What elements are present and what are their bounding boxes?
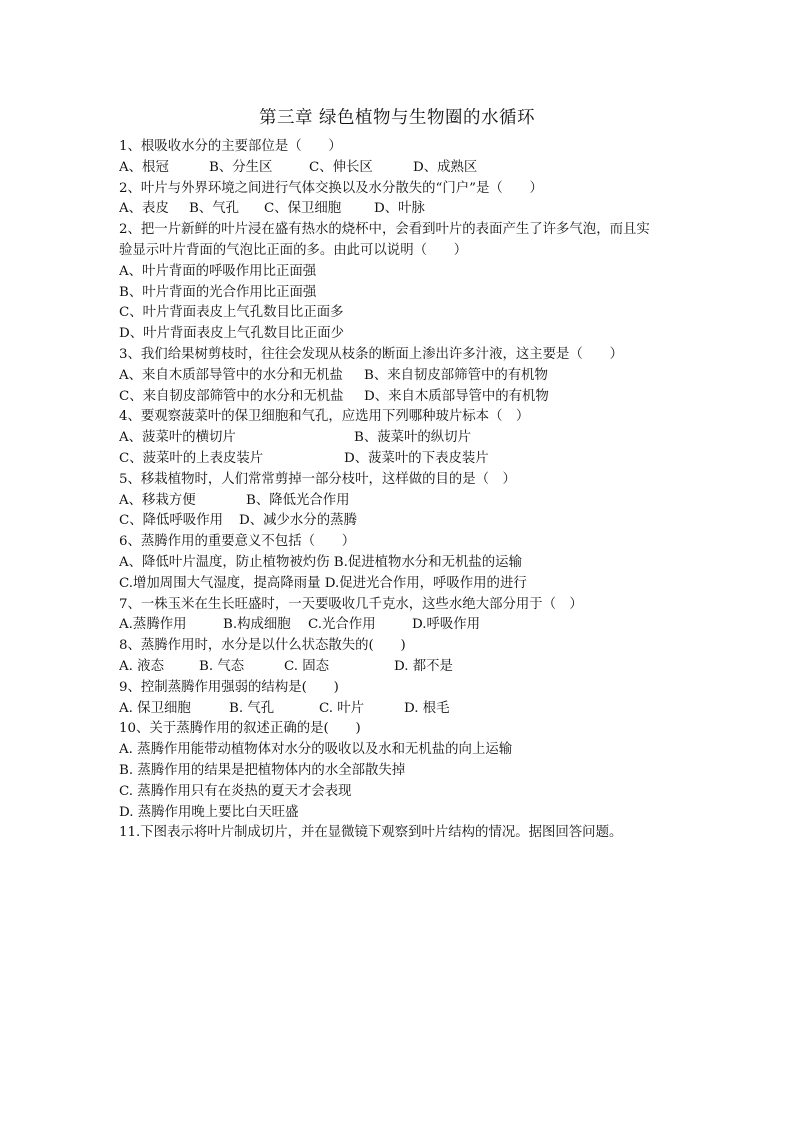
question-10-stem: 10、关于蒸腾作用的叙述正确的是( ): [119, 721, 361, 737]
question-5-stem: 5、移栽植物时，人们常常剪掉一部分枝叶，这样做的目的是（ ）: [119, 471, 516, 487]
question-9-option-d: D. 根毛: [404, 700, 450, 716]
question-list: [119, 137, 689, 844]
question-2-option-b: B、气孔: [189, 201, 240, 217]
question-4-option-a: A、菠菜叶的横切片: [119, 430, 236, 446]
question-2-stem: 2、叶片与外界环境之间进行气体交换以及水分散失的“门户”是（ ）: [119, 180, 543, 196]
question-4-option-b: B、菠菜叶的纵切片: [354, 430, 471, 446]
question-8-option-d: D. 都不是: [394, 658, 453, 674]
question-2b-option-b: B、叶片背面的光合作用比正面强: [119, 284, 317, 300]
question-6-options-line-2: C.增加周围大气湿度，提高降雨量 D.促进光合作用，呼吸作用的进行: [119, 575, 527, 591]
question-10-option-c: C. 蒸腾作用只有在炎热的夏天才会表现: [119, 783, 352, 799]
question-5-option-a: A、移栽方便: [119, 492, 196, 508]
question-10-option-b: B. 蒸腾作用的结果是把植物体内的水全部散失掉: [119, 762, 406, 778]
question-8-option-a: A. 液态: [119, 658, 164, 674]
question-9-option-c: C. 叶片: [319, 700, 365, 716]
question-3-option-c: C、来自韧皮部筛管中的水分和无机盐: [119, 388, 344, 404]
question-4-options-row-2: [119, 449, 689, 470]
question-7-stem: 7、一株玉米在生长旺盛时，一天要吸收几千克水，这些水绝大部分用于（ ）: [119, 596, 583, 612]
question-2b-stem-line-2: 验显示叶片背面的气泡比正面的多。由此可以说明（ ）: [119, 242, 468, 258]
question-9-stem: 9、控制蒸腾作用强弱的结构是( ): [119, 679, 339, 695]
question-5-option-c: C、降低呼吸作用: [119, 513, 223, 529]
question-3-option-b: B、来自韧皮部筛管中的有机物: [364, 367, 548, 383]
question-8-option-b: B. 气态: [199, 658, 245, 674]
question-11-stem: 11.下图表示将叶片制成切片，并在显微镜下观察到叶片结构的情况。据图回答问题。: [119, 825, 623, 841]
question-9-option-b: B. 气孔: [229, 700, 275, 716]
question-8-option-c: C. 固态: [284, 658, 330, 674]
question-1-options: [119, 158, 689, 179]
question-6-stem: 6、蒸腾作用的重要意义不包括（ ）: [119, 534, 356, 550]
question-2b-option-c: C、叶片背面表皮上气孔数目比正面多: [119, 305, 344, 321]
question-7-options: [119, 615, 689, 636]
question-10-option-d: D. 蒸腾作用晚上要比白天旺盛: [119, 804, 299, 820]
question-3-option-d: D、来自木质部导管中的有机物: [364, 388, 549, 404]
question-6-options-line-1: A、降低叶片温度，防止植物被灼伤 B.促进植物水分和无机盐的运输: [119, 554, 522, 570]
question-5-options-row-2: [119, 511, 689, 532]
question-4-option-c: C、菠菜叶的上表皮装片: [119, 450, 264, 466]
question-3-stem: 3、我们给果树剪枝时，往往会发现从枝条的断面上渗出许多汁液，这主要是（ ）: [119, 346, 623, 362]
question-1-option-d: D、成熟区: [413, 159, 478, 175]
question-2b-option-d: D、叶片背面表皮上气孔数目比正面少: [119, 326, 344, 342]
question-3-options-row-1: [119, 366, 689, 387]
question-2-option-c: C、保卫细胞: [264, 201, 342, 217]
question-3-options-row-2: [119, 387, 689, 408]
question-7-option-b: B.构成细胞: [223, 617, 291, 633]
question-2b-stem-line-1: 2、把一片新鲜的叶片浸在盛有热水的烧杯中，会看到叶片的表面产生了许多气泡，而且实: [119, 222, 650, 238]
page-title: 第三章 绿色植物与生物圈的水循环: [258, 108, 536, 128]
question-2-option-a: A、表皮: [119, 201, 169, 217]
question-1-stem: 1、根吸收水分的主要部位是（ ）: [119, 139, 342, 154]
question-1-option-a: A、根冠: [119, 159, 169, 175]
question-8-stem: 8、蒸腾作用时，水分是以什么状态散失的( ): [119, 638, 406, 654]
question-4-option-d: D、菠菜叶的下表皮装片: [344, 450, 489, 466]
question-8-options: [119, 657, 689, 678]
question-1-option-b: B、分生区: [209, 159, 273, 175]
question-9-options: [119, 699, 689, 720]
question-5-option-b: B、降低光合作用: [246, 492, 350, 508]
question-10-option-a: A. 蒸腾作用能带动植物体对水分的吸收以及水和无机盐的向上运输: [119, 742, 513, 758]
question-3-option-a: A、来自木质部导管中的水分和无机盐: [119, 367, 343, 383]
question-2-option-d: D、叶脉: [374, 201, 425, 217]
question-5-option-d: D、减少水分的蒸腾: [239, 513, 357, 529]
question-4-options-row-1: [119, 428, 689, 449]
question-5-options-row-1: [119, 491, 689, 512]
question-2-options: [119, 199, 689, 220]
question-7-option-c: C.光合作用: [308, 617, 376, 633]
question-4-stem: 4、要观察菠菜叶的保卫细胞和气孔，应选用下列哪种玻片标本（ ）: [119, 409, 530, 425]
question-2b-option-a: A、叶片背面的呼吸作用比正面强: [119, 263, 317, 279]
question-9-option-a: A. 保卫细胞: [119, 700, 191, 716]
question-1-option-c: C、伸长区: [309, 159, 373, 175]
question-7-option-a: A.蒸腾作用: [119, 617, 187, 633]
question-7-option-d: D.呼吸作用: [412, 617, 481, 633]
